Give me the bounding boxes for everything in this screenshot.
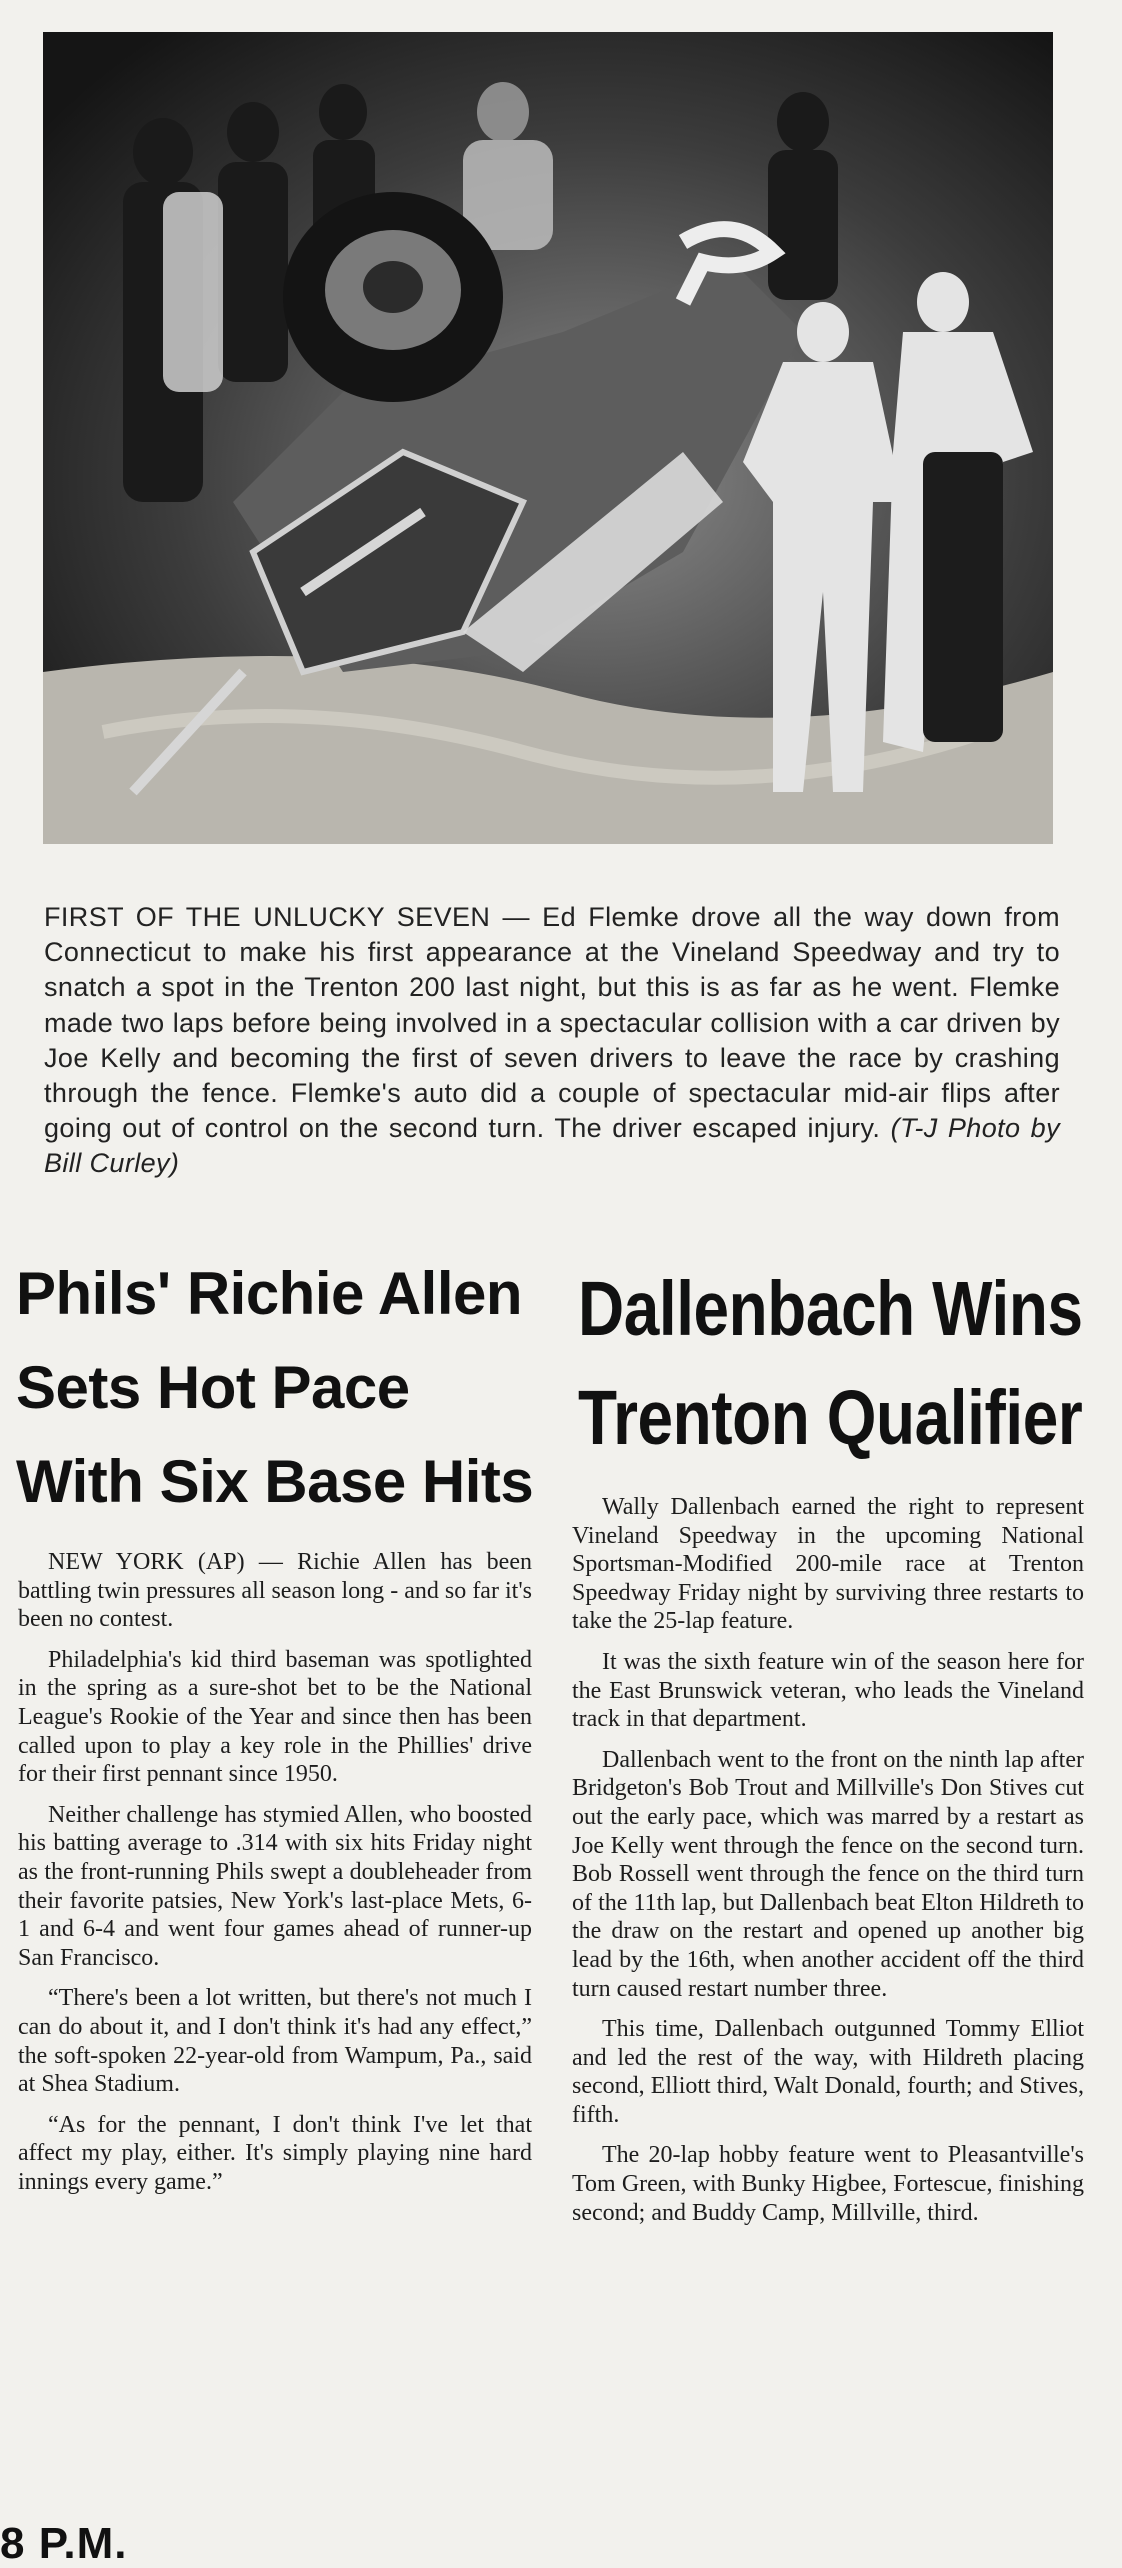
left-paragraph-2: Philadelphia's kid third baseman was spotlighted in the spring as a sure-shot bet to be the National League's Rookie of the Year and since then has been called upon to play a key role in the Phillies' drive for their first pennant since 1950. bbox=[18, 1646, 532, 1788]
left-headline-line-3: With Six Base Hits bbox=[16, 1448, 534, 1515]
dateline: NEW YORK (AP) bbox=[48, 1549, 245, 1575]
left-article-body bbox=[18, 1548, 532, 2208]
race-crash-photo bbox=[43, 32, 1053, 844]
right-headline-line-2: Trenton Qualifier bbox=[578, 1375, 1083, 1461]
cut-off-time-fragment: 8 P.M. bbox=[0, 2519, 128, 2568]
left-paragraph-1 bbox=[18, 1548, 532, 1634]
left-paragraph-3: Neither challenge has stymied Allen, who boosted his batting average to .314 with six hits Friday night as the front-running Phils swept a doubleheader from their favorite patsies, New York's last-place Mets, 6-1 and 6-4 and went four games ahead of runner-up San Francisco. bbox=[18, 1801, 532, 1971]
race-car-wreck-photo-icon bbox=[43, 32, 1053, 844]
right-paragraph-5: The 20-lap hobby feature went to Pleasantville's Tom Green, with Bunky Higbee, Fortescue, finishing second; and Buddy Camp, Millville, third. bbox=[572, 2142, 1084, 2226]
left-paragraph-5: “As for the pennant, I don't think I've let that affect my play, either. It's simply playing nine hard innings every game.” bbox=[18, 2111, 532, 2195]
right-paragraph-3: Dallenbach went to the front on the ninth lap after Bridgeton's Bob Trout and Millville's Don Stives cut out the early pace, which was marred by a restart as Joe Kelly went through the fence on the second turn. Bob Rossell went through the fence on the third turn of the 11th lap, but Dallenbach beat Elton Hildreth to the draw on the restart and opened up another big lead by the 16th, when another accident off the third turn caused restart number three. bbox=[572, 1746, 1084, 2002]
left-article-headline bbox=[16, 1247, 536, 1529]
right-paragraph-1: Wally Dallenbach earned the right to represent Vineland Speedway in the upcoming National Sportsman-Modified 200-mile race at Trenton Speedway Friday night by surviving three restarts to take the 25-lap feature. bbox=[572, 1494, 1084, 1635]
right-headline-line-1: Dallenbach Wins bbox=[578, 1266, 1083, 1352]
left-headline-line-2: Sets Hot Pace bbox=[16, 1354, 410, 1421]
left-paragraph-1-text: — Richie Allen has been battling twin pressures all season long - and so far it's been no contest. bbox=[18, 1549, 532, 1633]
right-paragraph-4: This time, Dallenbach outgunned Tommy Elliot and led the rest of the way, with Hildreth placing second, Elliott third, Walt Donald, fourth; and Stives, fifth. bbox=[572, 2016, 1084, 2128]
photo-caption bbox=[44, 900, 1060, 1182]
caption-credit: (T-J Photo by Bill Curley) bbox=[44, 1113, 1060, 1179]
caption-text: — Ed Flemke drove all the way down from Connecticut to make his first appearance at the Vineland Speedway and try to snatch a spot in the Trenton 200 last night, but this is as far as he went. Flemke made two laps before being involved in a spectacular collision with a car driven by Joe Kelly and becoming the first of seven drivers to leave the race by crashing through the fence. Flemke's auto did a couple of spectacular mid-air flips after going out of control on the second turn. The driver escaped injury. bbox=[44, 902, 1060, 1144]
caption-title: FIRST OF THE UNLUCKY SEVEN bbox=[44, 902, 491, 932]
left-headline-line-1: Phils' Richie Allen bbox=[16, 1260, 523, 1327]
right-article-headline bbox=[578, 1255, 1083, 1473]
left-paragraph-4: “There's been a lot written, but there's not much I can do about it, and I don't think it's had any effect,” the soft-spoken 22-year-old from Wampum, Pa., said at Shea Stadium. bbox=[18, 1985, 532, 2098]
right-article-body bbox=[572, 1493, 1084, 2239]
right-paragraph-2: It was the sixth feature win of the season here for the East Brunswick veteran, who leads the Vineland track in that department. bbox=[572, 1648, 1084, 1733]
